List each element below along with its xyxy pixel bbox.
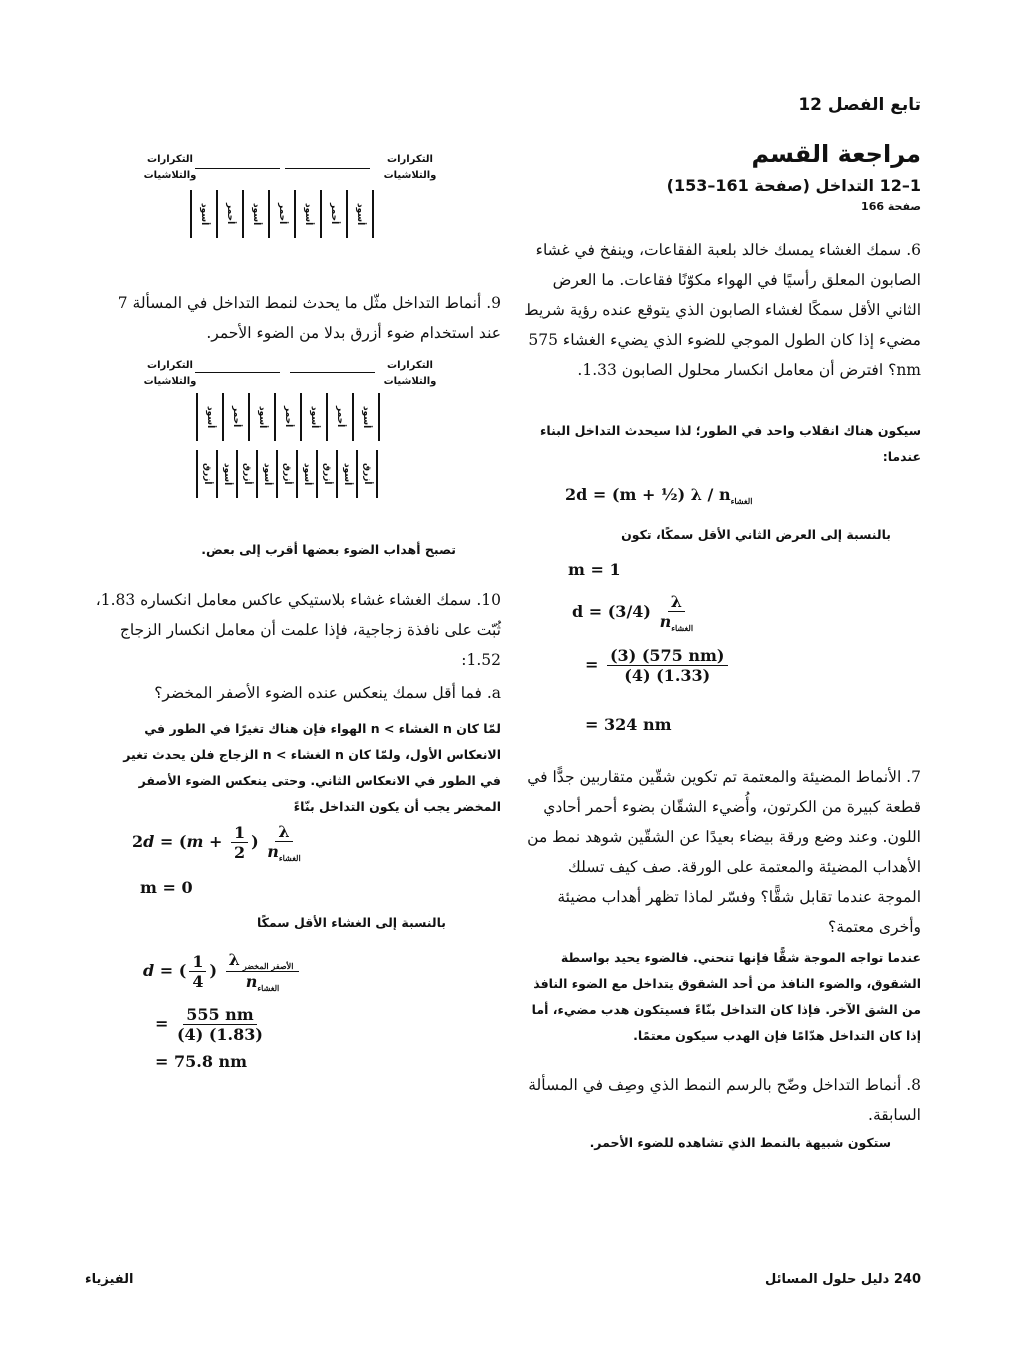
fringe-pattern-red-2: أسود أحمر أسود أحمر أسود أحمر أسود	[196, 393, 380, 441]
result-10: = 75.8 nm	[155, 1052, 248, 1071]
question-9: 9. أنماط التداخل مثّل ما يحدث لنمط التداخل في المسألة 7 عند استخدام ضوء أزرق بدلا من الضوء الأحمر.	[117, 294, 501, 342]
answer-6-intro: سيكون هناك انقلاب واحد في الطور؛ لذا سيحدث التداخل البناء عندما:	[540, 423, 921, 464]
arrow-left-icon	[195, 372, 280, 373]
arrow-left-icon	[195, 168, 280, 169]
answer-9: تصبح أهداب الضوء بعضها أقرب إلى بعض.	[201, 542, 456, 557]
chapter-label: تابع الفصل 12	[798, 95, 921, 115]
m-value-6: m = 1	[568, 560, 621, 579]
equation-6-2-lhs: d = (3/4)	[572, 602, 651, 622]
equation-6-3: = $\frac{(3) (575 nm)}{(4) (1.33)}$	[585, 646, 731, 685]
question-10a: a. فما أقل سمك ينعكس عنده الضوء الأصفر المخضر؟	[154, 684, 501, 702]
fringe-pattern-red: أسود أحمر أسود أحمر أسود أحمر أسود	[190, 190, 374, 238]
page-reference: صفحة 166	[861, 200, 921, 213]
book-title: دليل حلول المسائل	[765, 1272, 890, 1287]
equation-6-2: d = (3/4) $\frac{\lambda}{n_{الغشاء}}$	[572, 592, 694, 634]
answer-6-second: بالنسبة إلى العرض الثاني الأقل سمكًا، تكون	[621, 527, 891, 542]
question-10: 10. سمك الغشاء غشاء بلاستيكي عاكس معامل انكساره 1.83، ثُبّت على نافذة زجاجية، فإذا علمت أن معامل انكسار الزجاج 1.52:	[95, 591, 501, 669]
subject-label: الفيزياء	[85, 1272, 134, 1287]
film-subscript: الغشاء	[730, 496, 753, 507]
m-value-10: m = 0	[140, 878, 193, 897]
footer-right	[765, 1272, 921, 1287]
arrow-right-icon	[285, 168, 370, 169]
diagram2-label-left: التكرارات والتلاشيات	[143, 360, 197, 387]
question-7: 7. الأنماط المضيئة والمعتمة تم تكوين شقّين متقاربين جدًّا في قطعة كبيرة من الكرتون، وأُضيء الشقّان بضوء أحمر أحادي اللون. وعند وضع ورقة بيضاء بعيدًا عن الشقّين شوهد نمط من الأهداب المضيئة والمعتمة على الورقة. صف كيف تسلك الموجة عندما تقابل شقًّا؟ وفسّر لماذا تظهر أهداب مضيئة وأخرى معتمة؟	[527, 768, 921, 936]
answer-10-second: بالنسبة إلى الغشاء الأقل سمكًا	[256, 915, 446, 930]
subsection-title: 1–12 التداخل (صفحة 161–153)	[666, 176, 921, 195]
answer-7: عندما تواجه الموجة شقًّا فإنها تنحني. فالضوء يحيد بواسطة الشقوق، والضوء النافذ من أحد الشقوق يتداخل مع الضوء النافذ من الشق الآخر. فإذا كان التداخل بنّاءً فسيتكون هدب مضيء، أما إذا كان التداخل هدّامًا فإن الهدب سيكون معتمًا.	[531, 950, 921, 1043]
diagram1-label-right: التكرارات والتلاشيات	[383, 154, 437, 181]
answer-10: لمّا كان n الغشاء > n الهواء فإن هناك تغيرًا في الطور في الانعكاس الأول، ولمّا كان n الغشاء > n الزجاج فلن يحدث تغير في الطور في الانعكاس الثاني. وحتى ينعكس الضوء الأصفر المخضر يجب أن يكون التداخل بنّاءً	[123, 721, 501, 814]
equation-6-1	[565, 485, 752, 506]
equation-10-3: = $\frac{555 nm}{(4) (1.83)}$	[155, 1005, 263, 1044]
result-6: = 324 nm	[585, 715, 672, 734]
fringe-pattern-blue: أزرق أسود أزرق أسود أزرق أسود أزرق أسود أزرق	[196, 450, 378, 498]
equation-10-1: 2d = (m + $\frac{1}{2}$ ) $\frac{\lambda}{n_{الغشاء}}$	[132, 822, 301, 864]
answer-8: ستكون شبيهة بالنمط الذي تشاهده للضوء الأحمر.	[589, 1135, 891, 1150]
arrow-right-icon	[290, 372, 375, 373]
page-number: 240	[893, 1272, 921, 1287]
diagram1-label-left: التكرارات والتلاشيات	[143, 154, 197, 181]
question-6: 6. سمك الغشاء يمسك خالد بلعبة الفقاعات، وينفخ في غشاء الصابون المعلق رأسيًا في الهواء مكوّنًا فقاعات. ما العرض الثاني الأقل سمكًا لغشاء الصابون الذي يتوقع عنده رؤية شريط مضيء إذا كان الطول الموجي للضوء الذي يضيء الغشاء 575 nm؟ افترض أن معامل انكسار محلول الصابون 1.33.	[524, 241, 921, 379]
equation-10-2: d = ( $\frac{1}{4}$ ) $\frac{\lambda _{الأصفر المخضر}}{n_{الغشاء}}$	[143, 950, 302, 993]
section-title: مراجعة القسم	[751, 140, 921, 168]
question-8: 8. أنماط التداخل وضّح بالرسم النمط الذي وصِف في المسألة السابقة.	[528, 1076, 921, 1124]
diagram2-label-right: التكرارات والتلاشيات	[383, 360, 437, 387]
equation-6-1-text: 2d = (m + ½) λ / n	[565, 485, 731, 504]
